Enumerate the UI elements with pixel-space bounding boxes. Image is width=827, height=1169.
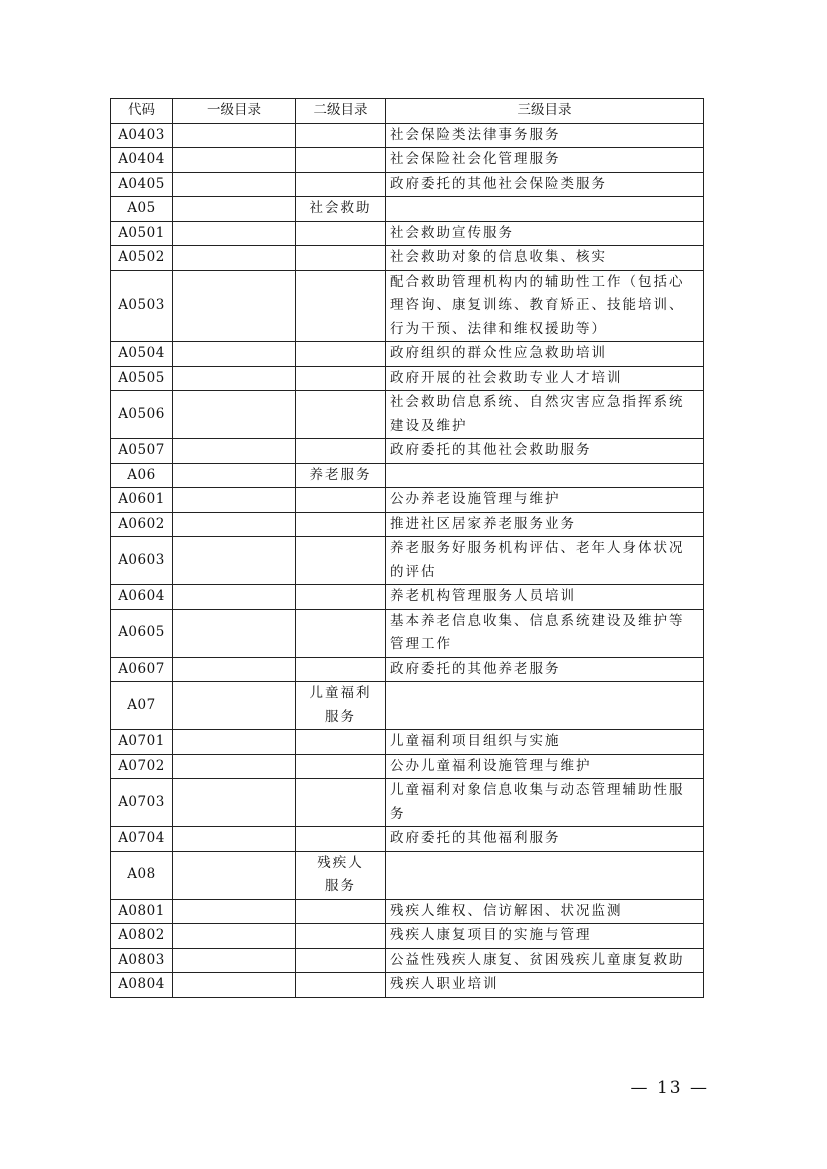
level1-cell	[173, 657, 296, 682]
table-row	[111, 948, 704, 973]
level3-cell: 社会救助信息系统、自然灾害应急指挥系统建设及维护	[386, 391, 704, 439]
table-row	[111, 148, 704, 173]
level2-cell	[296, 172, 386, 197]
level3-cell	[386, 463, 704, 488]
code-cell: A0504	[111, 342, 173, 367]
table-row	[111, 827, 704, 852]
code-cell: A0603	[111, 537, 173, 585]
level1-cell	[173, 730, 296, 755]
level2-cell: 社会救助	[296, 197, 386, 222]
level3-cell: 儿童福利对象信息收集与动态管理辅助性服务	[386, 779, 704, 827]
level2-cell	[296, 148, 386, 173]
level1-cell	[173, 682, 296, 730]
code-cell: A0605	[111, 609, 173, 657]
level3-cell: 政府委托的其他社会保险类服务	[386, 172, 704, 197]
level1-cell	[173, 779, 296, 827]
level1-cell	[173, 391, 296, 439]
level2-cell	[296, 754, 386, 779]
level3-cell: 养老服务好服务机构评估、老年人身体状况的评估	[386, 537, 704, 585]
level3-cell: 社会保险社会化管理服务	[386, 148, 704, 173]
level3-cell: 政府委托的其他福利服务	[386, 827, 704, 852]
level2-cell	[296, 730, 386, 755]
level2-cell	[296, 657, 386, 682]
level2-cell	[296, 366, 386, 391]
table-row	[111, 270, 704, 342]
level1-cell	[173, 246, 296, 271]
table-row	[111, 899, 704, 924]
level1-cell	[173, 221, 296, 246]
level1-cell	[173, 342, 296, 367]
header-code: 代码	[111, 99, 173, 124]
level1-cell	[173, 851, 296, 899]
code-cell: A0701	[111, 730, 173, 755]
code-cell: A0405	[111, 172, 173, 197]
code-cell: A0803	[111, 948, 173, 973]
level3-cell: 养老机构管理服务人员培训	[386, 585, 704, 610]
level3-cell: 公办儿童福利设施管理与维护	[386, 754, 704, 779]
code-cell: A0507	[111, 439, 173, 464]
table-row	[111, 609, 704, 657]
table-row	[111, 391, 704, 439]
table-row	[111, 851, 704, 899]
level2-cell: 养老服务	[296, 463, 386, 488]
code-cell: A0506	[111, 391, 173, 439]
code-cell: A0804	[111, 973, 173, 998]
table-row	[111, 924, 704, 949]
table-row	[111, 246, 704, 271]
code-cell: A0503	[111, 270, 173, 342]
level1-cell	[173, 463, 296, 488]
level2-cell	[296, 439, 386, 464]
table-row	[111, 488, 704, 513]
level2-cell	[296, 585, 386, 610]
code-cell: A0607	[111, 657, 173, 682]
level1-cell	[173, 512, 296, 537]
level3-cell: 配合救助管理机构内的辅助性工作（包括心理咨询、康复训练、教育矫正、技能培训、行为干预、法律和维权援助等）	[386, 270, 704, 342]
level2-cell	[296, 609, 386, 657]
header-row	[111, 99, 704, 124]
level2-cell	[296, 512, 386, 537]
level2-cell	[296, 391, 386, 439]
page-number	[0, 1078, 827, 1098]
level3-cell: 政府组织的群众性应急救助培训	[386, 342, 704, 367]
level2-cell	[296, 779, 386, 827]
level1-cell	[173, 488, 296, 513]
table-row	[111, 172, 704, 197]
level3-cell: 公办养老设施管理与维护	[386, 488, 704, 513]
level1-cell	[173, 827, 296, 852]
level1-cell	[173, 585, 296, 610]
level1-cell	[173, 439, 296, 464]
level2-cell	[296, 924, 386, 949]
table-row	[111, 730, 704, 755]
catalog-table	[110, 98, 704, 998]
header-level3: 三级目录	[386, 99, 704, 124]
table-row	[111, 973, 704, 998]
code-cell: A05	[111, 197, 173, 222]
code-cell: A0404	[111, 148, 173, 173]
table-row	[111, 657, 704, 682]
level2-cell: 残疾人 服务	[296, 851, 386, 899]
code-cell: A0601	[111, 488, 173, 513]
level3-cell: 基本养老信息收集、信息系统建设及维护等管理工作	[386, 609, 704, 657]
code-cell: A0802	[111, 924, 173, 949]
level2-cell	[296, 899, 386, 924]
code-cell: A0502	[111, 246, 173, 271]
level3-cell: 社会保险类法律事务服务	[386, 123, 704, 148]
code-cell: A0505	[111, 366, 173, 391]
code-cell: A0602	[111, 512, 173, 537]
level1-cell	[173, 537, 296, 585]
table-row	[111, 585, 704, 610]
table-row	[111, 512, 704, 537]
level2-cell	[296, 270, 386, 342]
table-body	[111, 123, 704, 997]
code-cell: A0703	[111, 779, 173, 827]
code-cell: A0801	[111, 899, 173, 924]
table-row	[111, 779, 704, 827]
table-row	[111, 221, 704, 246]
level3-cell: 政府开展的社会救助专业人才培训	[386, 366, 704, 391]
level2-cell	[296, 488, 386, 513]
level3-cell: 残疾人职业培训	[386, 973, 704, 998]
level3-cell: 推进社区居家养老服务业务	[386, 512, 704, 537]
table-row	[111, 463, 704, 488]
code-cell: A08	[111, 851, 173, 899]
level2-cell	[296, 221, 386, 246]
table-row	[111, 342, 704, 367]
table-row	[111, 537, 704, 585]
table-row	[111, 197, 704, 222]
level2-cell	[296, 537, 386, 585]
level1-cell	[173, 948, 296, 973]
table-row	[111, 682, 704, 730]
level3-cell: 政府委托的其他社会救助服务	[386, 439, 704, 464]
level2-cell	[296, 973, 386, 998]
level3-cell: 政府委托的其他养老服务	[386, 657, 704, 682]
level3-cell: 社会救助宣传服务	[386, 221, 704, 246]
level3-cell: 儿童福利项目组织与实施	[386, 730, 704, 755]
table-row	[111, 123, 704, 148]
code-cell: A0501	[111, 221, 173, 246]
level2-cell	[296, 827, 386, 852]
level1-cell	[173, 197, 296, 222]
level2-cell: 儿童福利 服务	[296, 682, 386, 730]
level3-cell: 残疾人康复项目的实施与管理	[386, 924, 704, 949]
code-cell: A0403	[111, 123, 173, 148]
table-row	[111, 439, 704, 464]
page-number-text: — 13 —	[630, 1078, 709, 1098]
level1-cell	[173, 172, 296, 197]
level2-cell	[296, 123, 386, 148]
level2-cell	[296, 948, 386, 973]
code-cell: A0704	[111, 827, 173, 852]
level3-cell	[386, 682, 704, 730]
level1-cell	[173, 924, 296, 949]
level1-cell	[173, 123, 296, 148]
level2-cell	[296, 342, 386, 367]
level1-cell	[173, 148, 296, 173]
code-cell: A0604	[111, 585, 173, 610]
level1-cell	[173, 973, 296, 998]
code-cell: A06	[111, 463, 173, 488]
code-cell: A0702	[111, 754, 173, 779]
level1-cell	[173, 899, 296, 924]
level1-cell	[173, 754, 296, 779]
table-row	[111, 754, 704, 779]
level3-cell: 残疾人维权、信访解困、状况监测	[386, 899, 704, 924]
level1-cell	[173, 609, 296, 657]
header-level2: 二级目录	[296, 99, 386, 124]
level1-cell	[173, 366, 296, 391]
header-level1: 一级目录	[173, 99, 296, 124]
level3-cell	[386, 197, 704, 222]
table-header	[111, 99, 704, 124]
level3-cell	[386, 851, 704, 899]
code-cell: A07	[111, 682, 173, 730]
level1-cell	[173, 270, 296, 342]
table-row	[111, 366, 704, 391]
level3-cell: 社会救助对象的信息收集、核实	[386, 246, 704, 271]
level3-cell: 公益性残疾人康复、贫困残疾儿童康复救助	[386, 948, 704, 973]
level2-cell	[296, 246, 386, 271]
